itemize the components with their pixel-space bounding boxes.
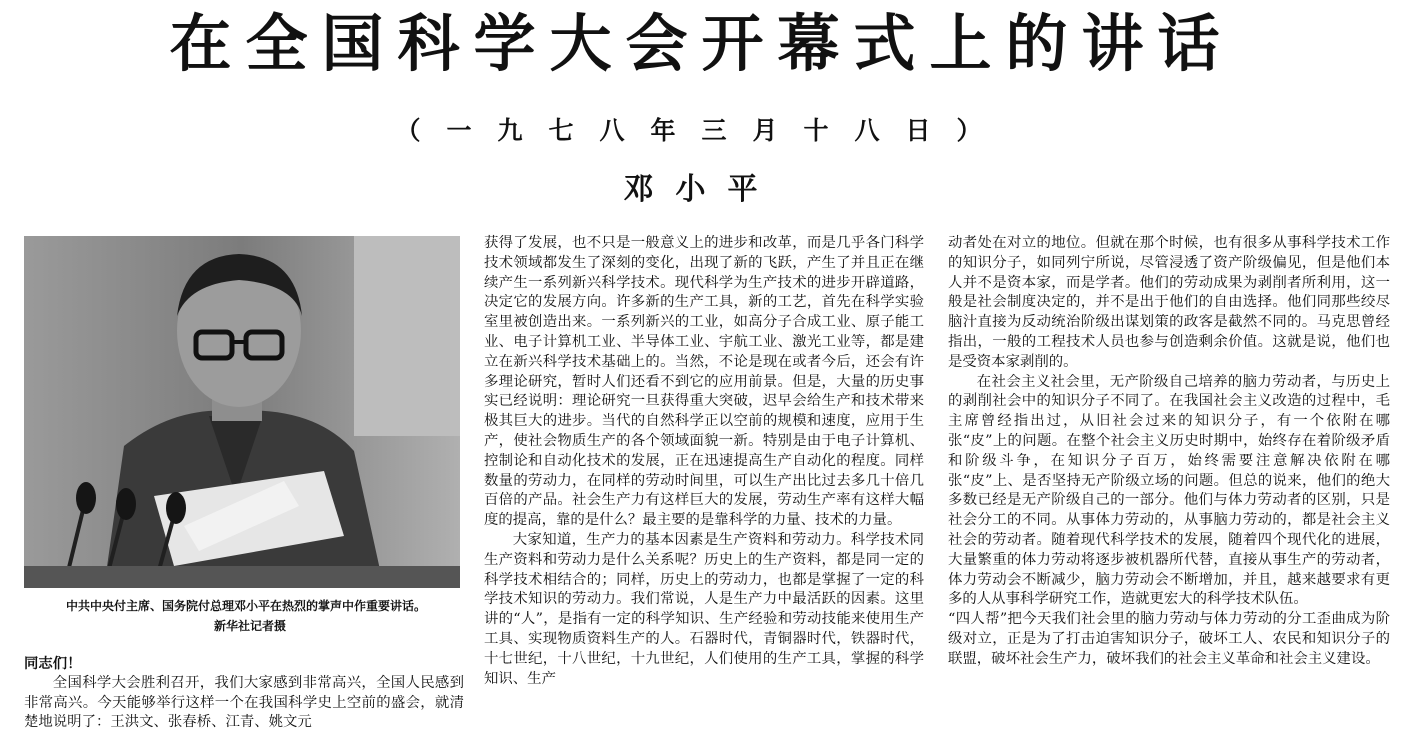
photo-credit: 新华社记者摄	[214, 619, 287, 633]
photo-caption-text: 中共中央付主席、国务院付总理邓小平在热烈的掌声中作重要讲话。	[66, 599, 427, 613]
speaker-photo	[24, 236, 460, 588]
photo-caption	[24, 596, 460, 636]
author-byline: 邓小平	[623, 172, 780, 207]
paragraph: 动者处在对立的地位。但就在那个时候，也有很多从事科学技术工作的知识分子，如同列宁所说，尽管浸透了资产阶级偏见，但是他们本人并不是资本家，而是学者。他们的劳动成果为剥削者所利用，这一般是社会制度决定的，并不是出于他们的自由选择。他们同那些绞尽脑汁直接为反动统治阶级出谋划策的政客是截然不同的。马克思曾经指出，一般的工程技术人员也参与创造剩余价值。这就是说，他们也是受资本家剥削的。	[948, 235, 1390, 370]
article-column-3	[948, 234, 1390, 670]
article-column-1	[24, 654, 464, 733]
article-column-2	[484, 234, 924, 689]
paragraph: 获得了发展，也不只是一般意义上的进步和改革，而是几乎各门科学技术领域都发生了深刻的变化，出现了新的飞跃，产生了并且正在继续产生一系列新兴科学技术。现代科学为生产技术的进步开辟道路，决定它的发展方向。许多新的生产工具，新的工艺，首先在科学实验室里被创造出来。一系列新兴的工业，如高分子合成工业、原子能工业、电子计算机工业、半导体工业、宇航工业、激光工业等，都是建立在新兴科学技术基础上的。当然，不论是现在或者今后，还会有许多理论研究，暂时人们还看不到它的应用前景。但是，大量的历史事实已经说明：理论研究一旦获得重大突破，迟早会给生产和技术带来极其巨大的进步。当代的自然科学正以空前的规模和速度，应用于生产，使社会物质生产的各个领域面貌一新。特别是由于电子计算机、控制论和自动化技术的发展，正在迅速提高生产自动化的程度。同样数量的劳动力，在同样的劳动时间里，可以生产出比过去多几十倍几百倍的产品。社会生产力有这样巨大的发展，劳动生产率有这样大幅度的提高，靠的是什么？最主要的是靠科学的力量、技术的力量。	[484, 235, 924, 529]
salutation: 同志们！	[24, 655, 82, 672]
paragraph: 在社会主义社会里，无产阶级自己培养的脑力劳动者，与历史上的剥削社会中的知识分子不同了。在我国社会主义改造的过程中，毛主席曾经指出过，从旧社会过来的知识分子，有一个依附在哪张“皮”上的问题。在整个社会主义历史时期中，始终存在着阶级矛盾和阶级斗争，在知识分子百万，始终需要注意解决依附在哪张“皮”上、是否坚持无产阶级立场的问题。但总的说来，他们的绝大多数已经是无产阶级自己的一部分。他们与体力劳动者的区别，只是社会分工的不同。从事体力劳动的，从事脑力劳动的，都是社会主义社会的劳动者。随着现代科学技术的发展，随着四个现代化的进展，大量繁重的体力劳动将逐步被机器所代替，直接从事生产的劳动者，体力劳动会不断减少，脑力劳动会不断增加，并且，越来越要求有更多的人从事科学研究工作，造就更宏大的科学技术队伍。	[948, 373, 1390, 608]
paragraph: “四人帮”把今天我们社会里的脑力劳动与体力劳动的分工歪曲成为阶级对立，正是为了打击迫害知识分子，破坏工人、农民和知识分子的联盟，破坏社会生产力，破坏我们的社会主义革命和社会主义建设。	[948, 611, 1390, 667]
paragraph: 全国科学大会胜利召开，我们大家感到非常高兴，全国人民感到非常高兴。今天能够举行这样一个在我国科学史上空前的盛会，就清楚地说明了：王洪文、张春桥、江青、姚文元	[24, 674, 464, 731]
headline: 在全国科学大会开幕式上的讲话	[169, 7, 1234, 80]
dateline: （一九七八年三月十八日）	[395, 116, 1008, 145]
paragraph: 大家知道，生产力的基本因素是生产资料和劳动力。科学技术同生产资料和劳动力是什么关系呢？历史上的生产资料，都是同一定的科学技术相结合的；同样，历史上的劳动力，也都是掌握了一定的科学技术知识的劳动力。我们常说，人是生产力中最活跃的因素。这里讲的“人”，是指有一定的科学知识、生产经验和劳动技能来使用生产工具、实现物质资料生产的人。石器时代，青铜器时代，铁器时代，十七世纪，十八世纪，十九世纪，人们使用的生产工具，掌握的科学知识、生产	[484, 531, 924, 687]
speaker-photo-illustration	[24, 236, 460, 588]
